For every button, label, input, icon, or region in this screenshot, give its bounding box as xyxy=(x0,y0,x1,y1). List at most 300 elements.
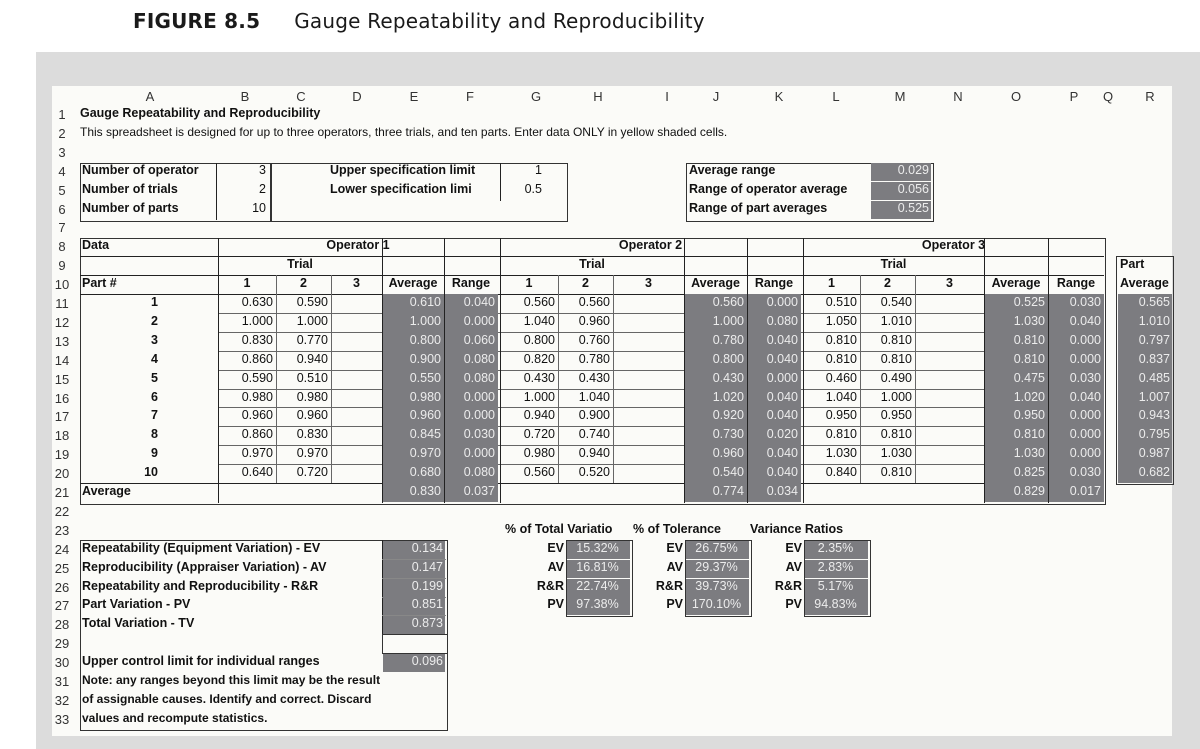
range-op-label: Range of operator average xyxy=(689,181,848,196)
trial-value[interactable]: 1.000 xyxy=(880,389,912,404)
average-value: 0.810 xyxy=(1013,427,1045,442)
trial-value[interactable]: 0.640 xyxy=(241,465,273,480)
trial-value[interactable]: 0.740 xyxy=(578,427,610,442)
trial-col-header: 3 xyxy=(946,276,953,291)
variation-label: Repeatability (Equipment Variation) - EV xyxy=(82,540,321,555)
column-header[interactable]: J xyxy=(712,89,720,104)
usl-value[interactable]: 1 xyxy=(535,162,542,177)
average-value: 0.980 xyxy=(409,389,441,404)
range-value: 0.000 xyxy=(1069,446,1101,461)
trial-col-header: 1 xyxy=(243,276,251,291)
part-number: 5 xyxy=(151,370,158,385)
row-number[interactable]: 22 xyxy=(54,503,70,519)
average-value: 0.680 xyxy=(409,465,441,480)
row-number[interactable]: 18 xyxy=(54,428,70,444)
column-header[interactable]: O xyxy=(1010,89,1022,104)
trial-value[interactable]: 0.810 xyxy=(880,427,912,442)
average-value: 0.550 xyxy=(409,370,441,385)
pct-value: 29.37% xyxy=(695,559,738,574)
trial-value[interactable]: 0.830 xyxy=(296,427,328,442)
row-number[interactable]: 24 xyxy=(54,541,70,557)
row-number[interactable]: 29 xyxy=(54,636,70,652)
pct-label: PV xyxy=(785,597,802,612)
pct-value: 5.17% xyxy=(817,578,854,593)
trial-value[interactable]: 1.050 xyxy=(825,313,857,328)
average-value: 1.020 xyxy=(712,389,744,404)
trial-value[interactable]: 1.030 xyxy=(825,446,857,461)
pct-value: 22.74% xyxy=(576,578,619,593)
trial-value[interactable]: 0.940 xyxy=(296,351,328,366)
pct-value: 16.81% xyxy=(576,559,619,574)
part-number: 10 xyxy=(144,465,158,480)
trial-value[interactable]: 1.040 xyxy=(825,389,857,404)
trial-header: Trial xyxy=(880,257,907,272)
trial-value[interactable]: 0.800 xyxy=(523,332,555,347)
average-value: 1.020 xyxy=(1013,389,1045,404)
avg-range-label: Average range xyxy=(689,162,776,177)
trial-value[interactable]: 0.540 xyxy=(880,295,912,309)
range-value: 0.040 xyxy=(766,446,798,461)
range-value: 0.030 xyxy=(463,427,495,442)
part-average: 0.795 xyxy=(1138,427,1170,442)
trial-value[interactable]: 0.560 xyxy=(523,295,555,309)
pct-value: 94.83% xyxy=(814,597,857,612)
column-header[interactable]: H xyxy=(593,89,603,104)
ucl-label: Upper control limit for individual ranges xyxy=(82,654,320,669)
trial-value[interactable]: 0.810 xyxy=(825,332,857,347)
variation-value: 0.147 xyxy=(411,559,443,574)
part-number: 1 xyxy=(151,295,158,309)
range-value: 0.000 xyxy=(1069,332,1101,347)
avg-range-value: 0.029 xyxy=(897,162,929,177)
lsl-label: Lower specification limi xyxy=(330,181,472,196)
part-number: 9 xyxy=(151,446,158,461)
table-rule xyxy=(218,464,1104,465)
row-number[interactable]: 12 xyxy=(54,314,70,330)
trial-value[interactable]: 0.980 xyxy=(241,389,273,404)
average-value: 0.960 xyxy=(409,408,441,423)
row-number[interactable]: 8 xyxy=(58,239,66,255)
pct-label: EV xyxy=(547,540,564,555)
row-number[interactable]: 13 xyxy=(54,333,70,349)
lsl-value[interactable]: 0.5 xyxy=(524,181,542,196)
average-value: 0.610 xyxy=(409,295,441,309)
average-value: 0.810 xyxy=(1013,351,1045,366)
trial-value[interactable]: 0.970 xyxy=(296,446,328,461)
range-part-label: Range of part averages xyxy=(689,200,828,215)
trial-value[interactable]: 0.810 xyxy=(880,332,912,347)
average-value: 0.800 xyxy=(712,351,744,366)
trial-col-header: 1 xyxy=(525,276,533,291)
average-value: 0.800 xyxy=(409,332,441,347)
trial-col-header: 1 xyxy=(828,276,835,291)
range-value: 0.030 xyxy=(1069,370,1101,385)
trial-value[interactable]: 0.860 xyxy=(241,427,273,442)
average-value: 0.525 xyxy=(1013,295,1045,309)
trial-value[interactable]: 0.970 xyxy=(241,446,273,461)
trial-value[interactable]: 1.000 xyxy=(241,313,273,328)
trials-value[interactable]: 2 xyxy=(259,181,266,196)
average-value: 0.950 xyxy=(1013,408,1045,423)
trial-value[interactable]: 0.510 xyxy=(825,295,857,309)
range-col-header: Range xyxy=(1056,276,1096,291)
trial-value[interactable]: 0.960 xyxy=(578,313,610,328)
trial-value[interactable]: 0.950 xyxy=(880,408,912,423)
row-number[interactable]: 25 xyxy=(54,560,70,576)
range-value: 0.080 xyxy=(463,370,495,385)
figure-label: FIGURE 8.5 xyxy=(133,9,261,33)
row-number[interactable]: 21 xyxy=(54,485,70,500)
average-col-header: Average xyxy=(691,276,740,291)
operator-avg-range: 0.034 xyxy=(766,484,798,498)
pct-label: R&R xyxy=(536,578,564,593)
row-number[interactable]: 2 xyxy=(58,125,66,141)
range-value: 0.040 xyxy=(766,408,798,423)
range-value: 0.040 xyxy=(766,389,798,404)
trial-value[interactable]: 0.810 xyxy=(880,351,912,366)
variation-label: Part Variation - PV xyxy=(82,597,191,612)
row-number[interactable]: 16 xyxy=(54,390,70,406)
pct-label: EV xyxy=(785,540,802,555)
column-header[interactable]: G xyxy=(530,89,542,104)
row-number[interactable]: 19 xyxy=(54,447,70,463)
range-value: 0.000 xyxy=(463,313,495,328)
part-number: 3 xyxy=(151,332,158,347)
range-value: 0.000 xyxy=(1069,351,1101,366)
row-number[interactable]: 7 xyxy=(58,220,66,236)
trial-value[interactable]: 0.810 xyxy=(825,351,857,366)
operator-1-header: Operator 1 xyxy=(326,238,390,253)
pct-value: 39.73% xyxy=(695,578,738,593)
row-number[interactable]: 4 xyxy=(58,163,66,179)
range-value: 0.040 xyxy=(463,295,495,309)
trial-col-header: 2 xyxy=(884,276,891,291)
trial-header: Trial xyxy=(579,257,605,272)
row-number[interactable]: 26 xyxy=(54,579,70,595)
trial-value[interactable]: 0.630 xyxy=(241,295,273,309)
average-value: 1.030 xyxy=(1013,313,1045,328)
row-number[interactable]: 30 xyxy=(54,655,70,671)
part-label: Part # xyxy=(82,276,117,291)
trial-value[interactable]: 0.960 xyxy=(296,408,328,423)
range-value: 0.000 xyxy=(1069,427,1101,442)
average-value: 0.970 xyxy=(409,446,441,461)
table-rule xyxy=(80,483,1104,484)
table-rule xyxy=(218,389,1104,390)
trial-value[interactable]: 0.900 xyxy=(578,408,610,423)
part-average: 1.010 xyxy=(1138,313,1170,328)
trial-value[interactable]: 0.960 xyxy=(241,408,273,423)
table-rule xyxy=(218,351,1104,352)
table-rule xyxy=(218,370,1104,371)
range-col-header: Range xyxy=(754,276,794,291)
trial-value[interactable]: 1.000 xyxy=(296,313,328,328)
column-header[interactable]: M xyxy=(894,89,906,104)
range-value: 0.060 xyxy=(463,332,495,347)
average-value: 1.000 xyxy=(409,313,441,328)
pct-label: EV xyxy=(666,540,683,555)
part-number: 8 xyxy=(151,427,158,442)
cell-divider xyxy=(331,275,332,483)
variation-value: 0.134 xyxy=(411,540,443,555)
part-number: 6 xyxy=(151,389,158,404)
range-value: 0.000 xyxy=(1069,408,1101,423)
pct-label: R&R xyxy=(655,578,683,593)
range-value: 0.040 xyxy=(1069,389,1101,404)
pct-label: AV xyxy=(666,559,683,574)
range-value: 0.000 xyxy=(463,389,495,404)
average-value: 0.430 xyxy=(712,370,744,385)
inputs-divider xyxy=(216,163,217,220)
trial-col-header: 3 xyxy=(645,276,652,291)
pct-value: 97.38% xyxy=(576,597,619,612)
column-header[interactable]: I xyxy=(665,89,669,104)
range-value: 0.000 xyxy=(463,408,495,423)
range-value: 0.000 xyxy=(766,295,798,309)
average-value: 0.560 xyxy=(712,295,744,309)
note-line: values and recompute statistics. xyxy=(82,710,268,725)
column-header[interactable]: L xyxy=(832,89,840,104)
average-value: 0.475 xyxy=(1013,370,1045,385)
trial-value[interactable]: 0.820 xyxy=(523,351,555,366)
range-value: 0.030 xyxy=(1069,295,1101,309)
pct-value: 26.75% xyxy=(695,540,738,555)
table-rule xyxy=(218,445,1104,446)
trial-value[interactable]: 0.590 xyxy=(296,295,328,309)
pct-label: AV xyxy=(785,559,802,574)
column-header[interactable]: C xyxy=(296,89,306,104)
row-number[interactable]: 1 xyxy=(58,107,66,122)
range-value: 0.040 xyxy=(766,351,798,366)
column-header[interactable]: R xyxy=(1145,89,1155,104)
trial-header: Trial xyxy=(287,257,313,272)
part-average: 0.837 xyxy=(1138,351,1170,366)
operator-3-header: Operator 3 xyxy=(921,238,986,253)
average-value: 0.810 xyxy=(1013,332,1045,347)
trial-value[interactable]: 1.000 xyxy=(523,389,555,404)
variation-label: Total Variation - TV xyxy=(82,616,195,631)
average-value: 0.825 xyxy=(1013,465,1045,480)
part-avg-header: Average xyxy=(1120,276,1169,291)
range-value: 0.080 xyxy=(463,465,495,480)
row-number[interactable]: 28 xyxy=(54,617,70,633)
average-value: 0.780 xyxy=(712,332,744,347)
pct-value: 2.83% xyxy=(817,559,854,574)
row-number[interactable]: 27 xyxy=(54,598,70,614)
row-number[interactable]: 3 xyxy=(58,144,66,160)
range-value: 0.030 xyxy=(1069,465,1101,480)
trial-value[interactable]: 0.460 xyxy=(825,370,857,385)
range-op-value: 0.056 xyxy=(897,181,929,196)
data-label: Data xyxy=(82,238,110,253)
column-header[interactable]: P xyxy=(1069,89,1079,104)
average-value: 0.540 xyxy=(712,465,744,480)
table-rule xyxy=(218,332,1104,333)
cell-divider xyxy=(613,275,614,483)
spec-divider xyxy=(500,163,501,201)
average-value: 0.845 xyxy=(409,427,441,442)
column-header[interactable]: N xyxy=(953,89,963,104)
cell-divider xyxy=(915,275,916,483)
row-number[interactable]: 20 xyxy=(54,466,70,482)
part-average: 0.565 xyxy=(1138,295,1170,309)
ucl-value: 0.096 xyxy=(411,654,443,669)
trial-value[interactable]: 1.040 xyxy=(523,313,555,328)
table-rule xyxy=(218,313,1104,314)
table-rule xyxy=(218,407,1104,408)
trial-value[interactable]: 0.430 xyxy=(523,370,555,385)
operator-average: 0.830 xyxy=(409,484,441,498)
trial-value[interactable]: 0.940 xyxy=(578,446,610,461)
operators-value[interactable]: 3 xyxy=(259,162,266,177)
row-number[interactable]: 10 xyxy=(54,277,70,293)
trial-value[interactable]: 0.980 xyxy=(523,446,555,461)
sheet-description: This spreadsheet is designed for up to three operators, three trials, and ten parts. Enter data ONLY in yellow shaded cells. xyxy=(80,124,728,139)
pct-value: 15.32% xyxy=(576,540,619,555)
range-value: 0.020 xyxy=(766,427,798,442)
operator-avg-range: 0.017 xyxy=(1069,484,1101,498)
note-line: Note: any ranges beyond this limit may be the result xyxy=(82,673,381,687)
row-number[interactable]: 23 xyxy=(54,522,70,538)
average-value: 1.030 xyxy=(1013,446,1045,461)
trial-value[interactable]: 0.830 xyxy=(241,332,273,347)
row-number[interactable]: 14 xyxy=(54,352,70,368)
column-header[interactable]: F xyxy=(466,89,474,104)
average-value: 1.000 xyxy=(712,313,744,328)
parts-value[interactable]: 10 xyxy=(252,200,266,215)
trial-value[interactable]: 0.590 xyxy=(241,370,273,385)
trial-value[interactable]: 1.010 xyxy=(880,313,912,328)
part-avg-header: Part xyxy=(1120,257,1145,272)
average-value: 0.730 xyxy=(712,427,744,442)
trial-value[interactable]: 0.860 xyxy=(241,351,273,366)
range-value: 0.000 xyxy=(766,370,798,385)
row-number[interactable]: 17 xyxy=(54,409,70,425)
trial-col-header: 3 xyxy=(353,276,360,291)
row-number[interactable]: 11 xyxy=(55,296,69,311)
row-number[interactable]: 5 xyxy=(58,182,66,198)
row-number[interactable]: 6 xyxy=(58,201,66,217)
range-col-header: Range xyxy=(451,276,491,291)
range-part-value: 0.525 xyxy=(897,200,929,215)
blank-cell xyxy=(382,634,448,654)
column-header[interactable]: K xyxy=(774,89,784,104)
operator-average: 0.829 xyxy=(1013,484,1045,498)
part-average: 0.797 xyxy=(1138,332,1170,347)
row-number[interactable]: 33 xyxy=(54,711,70,727)
range-value: 0.040 xyxy=(766,465,798,480)
trial-value[interactable]: 0.560 xyxy=(578,295,610,309)
average-value: 0.960 xyxy=(712,446,744,461)
note-line: of assignable causes. Identify and correct. Discard xyxy=(82,691,372,706)
pct-total-header: % of Total Variatio xyxy=(505,521,613,536)
trial-value[interactable]: 0.490 xyxy=(880,370,912,385)
range-value: 0.080 xyxy=(463,351,495,366)
trial-value[interactable]: 0.760 xyxy=(578,332,610,347)
trial-value[interactable]: 0.770 xyxy=(296,332,328,347)
trial-value[interactable]: 0.430 xyxy=(578,370,610,385)
column-header[interactable]: B xyxy=(240,89,250,104)
usl-label: Upper specification limit xyxy=(330,162,476,177)
trial-value[interactable]: 1.040 xyxy=(578,389,610,404)
trial-value[interactable]: 0.780 xyxy=(578,351,610,366)
operators-label: Number of operator xyxy=(82,162,199,177)
figure-caption: Gauge Repeatability and Reproducibility xyxy=(294,9,705,33)
trial-col-header: 2 xyxy=(582,276,589,291)
pct-label: AV xyxy=(547,559,564,574)
range-value: 0.040 xyxy=(766,332,798,347)
trial-value[interactable]: 0.810 xyxy=(825,427,857,442)
row-number[interactable]: 9 xyxy=(58,258,66,274)
part-average: 0.682 xyxy=(1138,465,1170,480)
trial-value[interactable]: 0.560 xyxy=(523,465,555,480)
row-number[interactable]: 31 xyxy=(54,674,70,689)
range-value: 0.040 xyxy=(1069,313,1101,328)
trial-value[interactable]: 0.950 xyxy=(825,408,857,423)
figure-title xyxy=(133,9,705,33)
pct-label: R&R xyxy=(774,578,802,593)
column-header[interactable]: Q xyxy=(1102,89,1114,104)
trial-value[interactable]: 1.030 xyxy=(880,446,912,461)
pct-value: 2.35% xyxy=(817,540,854,555)
average-row-label: Average xyxy=(82,484,131,498)
sheet-title: Gauge Repeatability and Reproducibility xyxy=(80,106,321,120)
average-value: 0.920 xyxy=(712,408,744,423)
pct-label: PV xyxy=(547,597,564,612)
trial-value[interactable]: 0.980 xyxy=(296,389,328,404)
part-average: 0.987 xyxy=(1138,446,1170,461)
trial-value[interactable]: 0.720 xyxy=(523,427,555,442)
row-number[interactable]: 15 xyxy=(54,371,70,387)
variation-value: 0.873 xyxy=(411,616,443,631)
variation-label: Repeatability and Reproducibility - R&R xyxy=(82,578,319,593)
part-number: 4 xyxy=(151,351,158,366)
average-value: 0.900 xyxy=(409,351,441,366)
trial-value[interactable]: 0.510 xyxy=(296,370,328,385)
trial-value[interactable]: 0.840 xyxy=(825,465,857,480)
table-rule xyxy=(218,426,1104,427)
part-number: 2 xyxy=(151,313,158,328)
trial-col-header: 2 xyxy=(300,276,307,291)
part-number: 7 xyxy=(151,408,158,423)
part-average: 0.485 xyxy=(1138,370,1170,385)
column-header[interactable]: E xyxy=(409,89,419,104)
range-value: 0.000 xyxy=(463,446,495,461)
variation-value: 0.851 xyxy=(411,597,443,612)
trial-value[interactable]: 0.940 xyxy=(523,408,555,423)
parts-label: Number of parts xyxy=(82,200,179,215)
operator-average: 0.774 xyxy=(712,484,744,498)
pct-value: 170.10% xyxy=(691,597,742,612)
operator-avg-range: 0.037 xyxy=(463,484,495,498)
trial-value[interactable]: 0.720 xyxy=(296,465,328,480)
pct-tolerance-header: % of Tolerance xyxy=(633,521,721,536)
operator-2-header: Operator 2 xyxy=(618,238,683,253)
average-col-header: Average xyxy=(991,276,1041,291)
trials-label: Number of trials xyxy=(82,181,178,196)
row-number[interactable]: 32 xyxy=(54,692,70,708)
column-header[interactable]: A xyxy=(145,89,155,104)
column-header[interactable]: D xyxy=(352,89,362,104)
trial-value[interactable]: 0.810 xyxy=(880,465,912,480)
variation-value: 0.199 xyxy=(411,578,443,593)
pct-label: PV xyxy=(666,597,683,612)
trial-value[interactable]: 0.520 xyxy=(578,465,610,480)
range-value: 0.080 xyxy=(766,313,798,328)
variance-ratio-header: Variance Ratios xyxy=(750,521,844,536)
variation-label: Reproducibility (Appraiser Variation) - AV xyxy=(82,559,327,574)
average-col-header: Average xyxy=(388,276,438,291)
